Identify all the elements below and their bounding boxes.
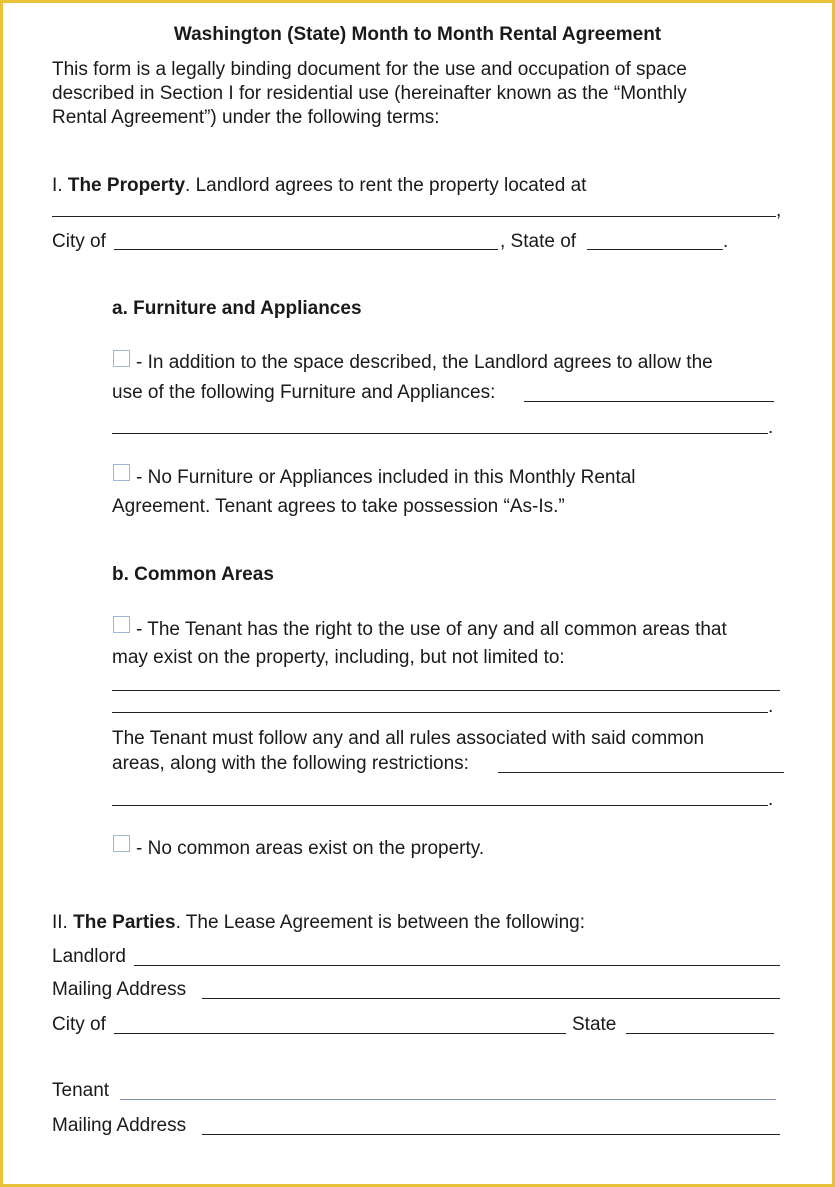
state-period: . bbox=[723, 231, 729, 252]
common-areas-line-1[interactable] bbox=[112, 690, 780, 691]
furniture-list-line-1[interactable] bbox=[524, 401, 774, 402]
common-option-1-line-2: may exist on the property, including, but not limited to: bbox=[112, 647, 565, 668]
furniture-option-2-line-1: - No Furniture or Appliances included in this Monthly Rental bbox=[136, 467, 636, 488]
section-2-numeral: II. bbox=[52, 912, 68, 933]
property-address-comma: , bbox=[776, 200, 782, 221]
intro-line-2: described in Section I for residential use (hereinafter known as the “Monthly bbox=[52, 83, 687, 104]
furniture-included-checkbox[interactable] bbox=[113, 350, 130, 367]
section-1-text: . Landlord agrees to rent the property located at bbox=[185, 175, 587, 196]
furniture-heading bbox=[112, 297, 362, 321]
common-areas-checkbox[interactable] bbox=[113, 616, 130, 633]
common-areas-period: . bbox=[768, 696, 774, 717]
tenant-mailing-field-line[interactable] bbox=[202, 1134, 780, 1135]
rules-line-1: The Tenant must follow any and all rules associated with said common bbox=[112, 728, 705, 749]
intro-line-3: Rental Agreement”) under the following terms: bbox=[52, 107, 440, 128]
section-2-text: . The Lease Agreement is between the following: bbox=[175, 912, 586, 933]
section-2-heading bbox=[52, 911, 585, 935]
furniture-list-line-2[interactable] bbox=[112, 433, 768, 434]
no-furniture-checkbox[interactable] bbox=[113, 464, 130, 481]
city-label: City of bbox=[52, 231, 106, 252]
state-label: , State of bbox=[500, 231, 577, 252]
section-1-title: The Property bbox=[67, 175, 186, 196]
section-1-numeral: I. bbox=[52, 175, 63, 196]
common-option-1-line-1: - The Tenant has the right to the use of any and all common areas that bbox=[136, 619, 727, 640]
city-field-line[interactable] bbox=[114, 249, 498, 250]
landlord-mailing-field-line[interactable] bbox=[202, 998, 780, 999]
furniture-list-period: . bbox=[768, 417, 774, 438]
common-areas-heading-text: b. Common Areas bbox=[112, 564, 274, 585]
rules-line-2: areas, along with the following restrictions: bbox=[112, 753, 469, 774]
landlord-mailing-label: Mailing Address bbox=[52, 979, 187, 1000]
furniture-option-2-line-2: Agreement. Tenant agrees to take possession “As-Is.” bbox=[112, 496, 565, 517]
section-1-heading bbox=[52, 174, 586, 198]
furniture-option-1-line-2: use of the following Furniture and Appliances: bbox=[112, 382, 496, 403]
section-2-title: The Parties bbox=[73, 912, 176, 933]
restrictions-line-1[interactable] bbox=[498, 772, 784, 773]
intro-line-1: This form is a legally binding document for the use and occupation of space bbox=[52, 59, 687, 80]
common-option-2: - No common areas exist on the property. bbox=[136, 838, 485, 859]
common-areas-line-2[interactable] bbox=[112, 712, 768, 713]
no-common-areas-checkbox[interactable] bbox=[113, 835, 130, 852]
tenant-field-line[interactable] bbox=[120, 1099, 776, 1100]
restrictions-period: . bbox=[768, 789, 774, 810]
landlord-city-field-line[interactable] bbox=[114, 1033, 566, 1034]
property-address-line[interactable] bbox=[52, 216, 776, 217]
furniture-heading-text: a. Furniture and Appliances bbox=[112, 298, 362, 319]
restrictions-line-2[interactable] bbox=[112, 805, 768, 806]
landlord-state-field-line[interactable] bbox=[626, 1033, 774, 1034]
landlord-field-line[interactable] bbox=[134, 965, 780, 966]
state-field-line[interactable] bbox=[587, 249, 723, 250]
landlord-state-label: State bbox=[572, 1014, 617, 1035]
tenant-label: Tenant bbox=[52, 1080, 110, 1101]
landlord-label: Landlord bbox=[52, 946, 126, 967]
furniture-option-1-line-1: - In addition to the space described, the Landlord agrees to allow the bbox=[136, 352, 713, 373]
common-areas-heading bbox=[112, 563, 274, 587]
landlord-city-label: City of bbox=[52, 1014, 106, 1035]
document-title: Washington (State) Month to Month Rental Agreement bbox=[173, 24, 662, 45]
tenant-mailing-label: Mailing Address bbox=[52, 1115, 187, 1136]
